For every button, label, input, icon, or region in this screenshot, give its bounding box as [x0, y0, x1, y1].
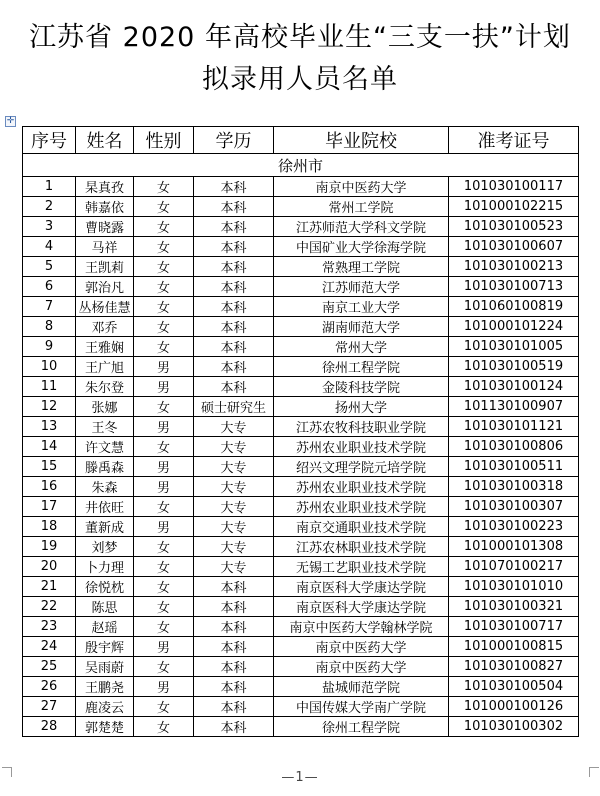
row-gender: 男	[134, 677, 194, 697]
row-education: 大专	[194, 557, 274, 577]
row-gender: 女	[134, 217, 194, 237]
row-school: 江苏师范大学	[274, 277, 449, 297]
row-gender: 女	[134, 497, 194, 517]
row-name: 刘梦	[76, 537, 134, 557]
row-gender: 女	[134, 237, 194, 257]
table-row	[23, 317, 579, 337]
row-exam-number: 101030100117	[449, 177, 579, 197]
row-exam-number: 101030100124	[449, 377, 579, 397]
row-index: 27	[23, 697, 76, 717]
row-education: 本科	[194, 717, 274, 737]
row-school: 南京中医药大学	[274, 177, 449, 197]
row-index: 10	[23, 357, 76, 377]
row-school: 南京交通职业技术学院	[274, 517, 449, 537]
row-index: 2	[23, 197, 76, 217]
row-exam-number: 101030100523	[449, 217, 579, 237]
header-name: 姓名	[76, 127, 134, 154]
row-gender: 男	[134, 637, 194, 657]
row-exam-number: 101030100504	[449, 677, 579, 697]
row-exam-number: 101030100321	[449, 597, 579, 617]
row-index: 23	[23, 617, 76, 637]
row-gender: 男	[134, 477, 194, 497]
row-education: 本科	[194, 337, 274, 357]
row-gender: 女	[134, 697, 194, 717]
row-name: 井依旺	[76, 497, 134, 517]
table-row	[23, 197, 579, 217]
row-school: 盐城师范学院	[274, 677, 449, 697]
row-name: 王广旭	[76, 357, 134, 377]
row-exam-number: 101130100907	[449, 397, 579, 417]
row-name: 曹晓露	[76, 217, 134, 237]
row-education: 大专	[194, 497, 274, 517]
row-education: 本科	[194, 657, 274, 677]
row-index: 24	[23, 637, 76, 657]
table-row	[23, 617, 579, 637]
row-gender: 男	[134, 457, 194, 477]
row-education: 大专	[194, 537, 274, 557]
row-school: 南京中医药大学	[274, 637, 449, 657]
row-name: 王凯莉	[76, 257, 134, 277]
header-exam-number: 准考证号	[449, 127, 579, 154]
row-education: 本科	[194, 297, 274, 317]
row-index: 8	[23, 317, 76, 337]
header-index: 序号	[23, 127, 76, 154]
row-exam-number: 101000100126	[449, 697, 579, 717]
table-row	[23, 637, 579, 657]
row-school: 常州大学	[274, 337, 449, 357]
row-name: 许文慧	[76, 437, 134, 457]
row-education: 本科	[194, 257, 274, 277]
table-row	[23, 497, 579, 517]
row-school: 苏州农业职业技术学院	[274, 497, 449, 517]
row-index: 5	[23, 257, 76, 277]
row-gender: 女	[134, 257, 194, 277]
document-title-line-2: 拟录用人员名单	[202, 64, 398, 95]
row-school: 南京工业大学	[274, 297, 449, 317]
row-name: 朱森	[76, 477, 134, 497]
header-gender: 性别	[134, 127, 194, 154]
row-education: 大专	[194, 417, 274, 437]
row-school: 苏州农业职业技术学院	[274, 477, 449, 497]
row-exam-number: 101030101005	[449, 337, 579, 357]
row-name: 邓乔	[76, 317, 134, 337]
row-school: 南京中医药大学	[274, 657, 449, 677]
row-gender: 女	[134, 617, 194, 637]
row-school: 江苏农林职业技术学院	[274, 537, 449, 557]
row-name: 丛杨佳慧	[76, 297, 134, 317]
row-school: 常州工学院	[274, 197, 449, 217]
row-index: 1	[23, 177, 76, 197]
row-index: 12	[23, 397, 76, 417]
row-name: 董新成	[76, 517, 134, 537]
row-gender: 女	[134, 537, 194, 557]
row-exam-number: 101030100223	[449, 517, 579, 537]
row-school: 江苏师范大学科文学院	[274, 217, 449, 237]
row-index: 20	[23, 557, 76, 577]
row-name: 滕禹森	[76, 457, 134, 477]
row-education: 本科	[194, 197, 274, 217]
table-row	[23, 277, 579, 297]
row-exam-number: 101000101308	[449, 537, 579, 557]
row-education: 本科	[194, 597, 274, 617]
row-index: 22	[23, 597, 76, 617]
table-header-row	[23, 127, 579, 154]
row-name: 吴雨蔚	[76, 657, 134, 677]
row-gender: 男	[134, 357, 194, 377]
row-exam-number: 101030101010	[449, 577, 579, 597]
table-row	[23, 377, 579, 397]
row-gender: 女	[134, 397, 194, 417]
table-row	[23, 337, 579, 357]
row-education: 本科	[194, 697, 274, 717]
row-school: 金陵科技学院	[274, 377, 449, 397]
row-name: 赵瑶	[76, 617, 134, 637]
row-index: 18	[23, 517, 76, 537]
row-education: 本科	[194, 357, 274, 377]
row-school: 江苏农牧科技职业学院	[274, 417, 449, 437]
row-index: 19	[23, 537, 76, 557]
table-move-handle-icon[interactable]: ✛	[6, 116, 15, 126]
row-exam-number: 101000101224	[449, 317, 579, 337]
candidate-table	[22, 126, 579, 737]
row-name: 陈思	[76, 597, 134, 617]
row-education: 本科	[194, 277, 274, 297]
row-gender: 女	[134, 597, 194, 617]
table-row	[23, 217, 579, 237]
row-name: 郭楚楚	[76, 717, 134, 737]
row-exam-number: 101030100713	[449, 277, 579, 297]
row-exam-number: 101030100717	[449, 617, 579, 637]
row-name: 鹿凌云	[76, 697, 134, 717]
row-exam-number: 101000100815	[449, 637, 579, 657]
row-name: 杲真孜	[76, 177, 134, 197]
row-school: 苏州农业职业技术学院	[274, 437, 449, 457]
row-gender: 女	[134, 177, 194, 197]
row-exam-number: 101060100819	[449, 297, 579, 317]
row-education: 硕士研究生	[194, 397, 274, 417]
row-index: 14	[23, 437, 76, 457]
row-education: 本科	[194, 577, 274, 597]
table-row	[23, 477, 579, 497]
row-index: 16	[23, 477, 76, 497]
row-school: 南京中医药大学翰林学院	[274, 617, 449, 637]
row-name: 郭治凡	[76, 277, 134, 297]
row-index: 15	[23, 457, 76, 477]
table-row	[23, 457, 579, 477]
row-education: 本科	[194, 677, 274, 697]
row-exam-number: 101030100607	[449, 237, 579, 257]
row-education: 本科	[194, 237, 274, 257]
row-gender: 女	[134, 557, 194, 577]
row-education: 本科	[194, 317, 274, 337]
row-name: 马祥	[76, 237, 134, 257]
row-exam-number: 101030100511	[449, 457, 579, 477]
row-education: 本科	[194, 377, 274, 397]
row-school: 南京医科大学康达学院	[274, 577, 449, 597]
region-label: 徐州市	[23, 154, 579, 177]
row-gender: 女	[134, 337, 194, 357]
row-gender: 男	[134, 517, 194, 537]
row-education: 本科	[194, 637, 274, 657]
row-gender: 男	[134, 417, 194, 437]
page-number: —1—	[281, 770, 319, 785]
row-exam-number: 101000102215	[449, 197, 579, 217]
table-row	[23, 237, 579, 257]
row-education: 大专	[194, 457, 274, 477]
row-name: 王雅娴	[76, 337, 134, 357]
row-exam-number: 101030100806	[449, 437, 579, 457]
row-gender: 女	[134, 717, 194, 737]
table-row	[23, 257, 579, 277]
row-gender: 女	[134, 297, 194, 317]
row-name: 卜力理	[76, 557, 134, 577]
table-row	[23, 577, 579, 597]
row-exam-number: 101070100217	[449, 557, 579, 577]
header-education: 学历	[194, 127, 274, 154]
row-index: 4	[23, 237, 76, 257]
row-name: 殷宇辉	[76, 637, 134, 657]
row-gender: 女	[134, 577, 194, 597]
table-row	[23, 437, 579, 457]
table-row	[23, 397, 579, 417]
row-education: 大专	[194, 477, 274, 497]
row-index: 11	[23, 377, 76, 397]
row-education: 本科	[194, 617, 274, 637]
row-exam-number: 101030100302	[449, 717, 579, 737]
row-school: 扬州大学	[274, 397, 449, 417]
row-name: 韩嘉依	[76, 197, 134, 217]
document-title-line-1: 江苏省 2020 年高校毕业生“三支一扶”计划	[29, 22, 571, 53]
row-name: 王冬	[76, 417, 134, 437]
row-name: 张娜	[76, 397, 134, 417]
table-row	[23, 357, 579, 377]
row-school: 无锡工艺职业技术学院	[274, 557, 449, 577]
row-gender: 女	[134, 657, 194, 677]
table-row	[23, 517, 579, 537]
row-school: 中国矿业大学徐海学院	[274, 237, 449, 257]
row-exam-number: 101030100213	[449, 257, 579, 277]
row-education: 大专	[194, 437, 274, 457]
table-row	[23, 677, 579, 697]
row-school: 徐州工程学院	[274, 717, 449, 737]
table-row	[23, 557, 579, 577]
row-name: 朱尔登	[76, 377, 134, 397]
row-school: 绍兴文理学院元培学院	[274, 457, 449, 477]
row-school: 中国传媒大学南广学院	[274, 697, 449, 717]
row-index: 26	[23, 677, 76, 697]
row-index: 6	[23, 277, 76, 297]
row-gender: 女	[134, 437, 194, 457]
row-index: 7	[23, 297, 76, 317]
row-exam-number: 101030100827	[449, 657, 579, 677]
row-school: 徐州工程学院	[274, 357, 449, 377]
row-index: 13	[23, 417, 76, 437]
row-education: 本科	[194, 177, 274, 197]
table-row	[23, 697, 579, 717]
row-index: 17	[23, 497, 76, 517]
row-school: 湖南师范大学	[274, 317, 449, 337]
row-exam-number: 101030100318	[449, 477, 579, 497]
row-index: 9	[23, 337, 76, 357]
row-name: 徐悦枕	[76, 577, 134, 597]
row-school: 常熟理工学院	[274, 257, 449, 277]
row-education: 本科	[194, 217, 274, 237]
row-name: 王鹏尧	[76, 677, 134, 697]
row-exam-number: 101030100519	[449, 357, 579, 377]
table-row	[23, 417, 579, 437]
table-row	[23, 537, 579, 557]
table-row	[23, 717, 579, 737]
row-index: 25	[23, 657, 76, 677]
table-row	[23, 597, 579, 617]
header-school: 毕业院校	[274, 127, 449, 154]
row-index: 3	[23, 217, 76, 237]
row-exam-number: 101030100307	[449, 497, 579, 517]
row-gender: 女	[134, 277, 194, 297]
table-row	[23, 297, 579, 317]
row-education: 大专	[194, 517, 274, 537]
table-row	[23, 177, 579, 197]
row-gender: 女	[134, 197, 194, 217]
table-row	[23, 657, 579, 677]
row-index: 21	[23, 577, 76, 597]
row-gender: 女	[134, 317, 194, 337]
region-row	[23, 154, 579, 177]
row-school: 南京医科大学康达学院	[274, 597, 449, 617]
row-index: 28	[23, 717, 76, 737]
row-exam-number: 101030101121	[449, 417, 579, 437]
row-gender: 男	[134, 377, 194, 397]
